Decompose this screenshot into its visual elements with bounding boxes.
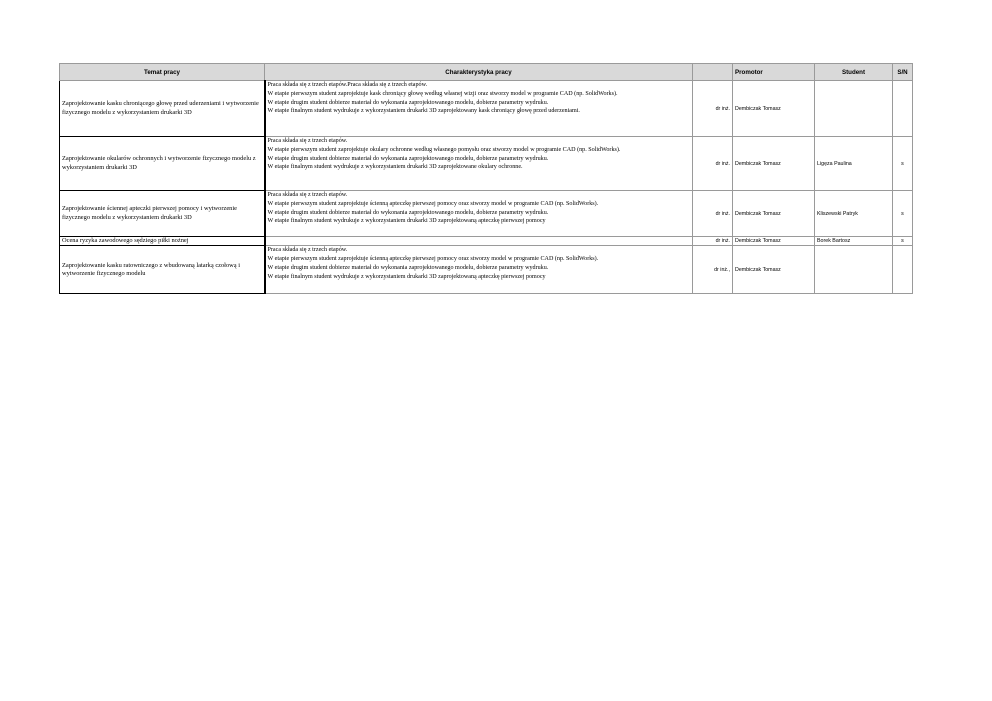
char-line: W etapie drugim student dobierze materiał do wykonania zaprojektowanego modelu, dobierze parametry wydruku. xyxy=(267,99,549,106)
cell-temat: Zaprojektowanie kasku chroniącego głowę przed uderzeniami i wytworzenie fizycznego modelu z wykorzystaniem drukarki 3D xyxy=(60,81,265,137)
topics-table xyxy=(59,63,913,294)
cell-temat: Zaprojektowanie okularów ochronnych i wytworzenie fizycznego modelu z wykorzystaniem drukarki 3D xyxy=(60,137,265,191)
cell-sn xyxy=(893,81,913,137)
char-line: W etapie drugim student dobierze materiał do wykonania zaprojektowanego modelu, dobierze parametry wydruku. xyxy=(267,155,549,162)
cell-student xyxy=(815,81,893,137)
cell-charakterystyka xyxy=(265,81,693,137)
table-row xyxy=(60,246,913,294)
cell-student: Kliszewski Patryk xyxy=(815,191,893,237)
header-row xyxy=(60,64,913,81)
char-line: W etapie pierwszym student zaprojektuje kask chroniący głowę według własnej wizji oraz stworzy model w programie CAD (np. SolidWorks). xyxy=(267,90,618,97)
cell-charakterystyka xyxy=(265,191,693,237)
char-line: W etapie finalnym student wydrukuje z wykorzystaniem drukarki 3D zaprojektowany kask chroniący głowę przed uderzeniami. xyxy=(267,108,580,115)
char-line: W etapie drugim student dobierze materiał do wykonania zaprojektowanego modelu, dobierze parametry wydruku. xyxy=(267,209,549,216)
char-line: Praca składa się z trzech etapów.Praca składa się z trzech etapów. xyxy=(267,82,428,88)
cell-promotor: Dembiczak Tomasz xyxy=(733,191,815,237)
cell-tytul: dr inż. xyxy=(693,137,733,191)
cell-tytul: dr inż., xyxy=(693,246,733,294)
cell-charakterystyka xyxy=(265,246,693,294)
char-line: W etapie drugim student dobierze materiał do wykonania zaprojektowanego modelu, dobierze parametry wydruku. xyxy=(267,264,549,271)
char-line: W etapie finalnym student wydrukuje z wykorzystaniem drukarki 3D zaprojektowane okulary ochronne. xyxy=(267,164,523,171)
char-line: Praca składa się z trzech etapów. xyxy=(267,138,348,144)
cell-promotor: Dembiczak Tomasz xyxy=(733,246,815,294)
cell-promotor: Dembiczak Tomasz xyxy=(733,137,815,191)
cell-promotor: Dembiczak Tomasz xyxy=(733,237,815,246)
header-empty xyxy=(693,64,733,81)
header-student: Student xyxy=(815,64,893,81)
cell-tytul: dr inż. xyxy=(693,81,733,137)
table-row xyxy=(60,191,913,237)
table-row xyxy=(60,237,913,246)
cell-sn xyxy=(893,246,913,294)
cell-tytul: dr inż. xyxy=(693,237,733,246)
table-row xyxy=(60,81,913,137)
cell-student: Borek Bartosz xyxy=(815,237,893,246)
cell-promotor: Dembiczak Tomasz xyxy=(733,81,815,137)
cell-student xyxy=(815,246,893,294)
cell-temat: Ocena ryzyka zawodowego sędziego piłki nożnej xyxy=(60,237,265,246)
char-line: W etapie pierwszym student zaprojektuje ścienną apteczkę pierwszej pomocy oraz stworzy model w programie CAD (np. SolidWorks). xyxy=(267,256,599,263)
cell-charakterystyka xyxy=(265,237,693,246)
cell-temat: Zaprojektowanie kasku ratowniczego z wbudowaną latarką czołową i wytworzenie fizycznego modelu xyxy=(60,246,265,294)
cell-sn: s xyxy=(893,237,913,246)
cell-student: Ligęza Paulina xyxy=(815,137,893,191)
char-line: W etapie finalnym student wydrukuje z wykorzystaniem drukarki 3D zaprojektowaną apteczkę pierwszej pomocy xyxy=(267,218,546,225)
char-line: Praca składa się z trzech etapów. xyxy=(267,192,348,198)
char-line: W etapie pierwszym student zaprojektuje okulary ochronne według własnego pomysłu oraz stworzy model w programie CAD (np. SolidWorks). xyxy=(267,146,621,153)
header-sn: S/N xyxy=(893,64,913,81)
char-line: Praca składa się z trzech etapów. xyxy=(267,247,348,254)
header-charakterystyka: Charakterystyka pracy xyxy=(265,64,693,81)
header-promotor: Promotor xyxy=(733,64,815,81)
cell-sn: s xyxy=(893,137,913,191)
cell-temat: Zaprojektowanie ściennej apteczki pierwszej pomocy i wytworzenie fizycznego modelu z wykorzystaniem drukarki 3D xyxy=(60,191,265,237)
char-line: W etapie finalnym student wydrukuje z wykorzystaniem drukarki 3D zaprojektowaną apteczkę pierwszej pomocy xyxy=(267,273,546,280)
header-temat: Temat pracy xyxy=(60,64,265,81)
cell-charakterystyka xyxy=(265,137,693,191)
char-line: W etapie pierwszym student zaprojektuje ścienną apteczkę pierwszej pomocy oraz stworzy model w programie CAD (np. SolidWorks). xyxy=(267,200,599,207)
cell-sn: s xyxy=(893,191,913,237)
cell-tytul: dr inż. xyxy=(693,191,733,237)
table-row xyxy=(60,137,913,191)
